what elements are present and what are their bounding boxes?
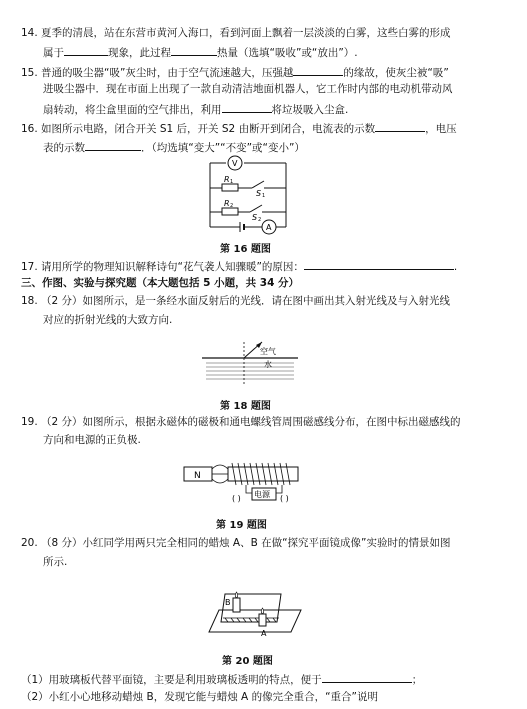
q15-text-b: 的缘故，使灰尘被“吸” (343, 67, 449, 79)
water-label: 水 (264, 360, 272, 369)
polarity-left: ( ) (232, 494, 241, 503)
switch-s1 (252, 181, 264, 188)
q16-text-b: ，电压 (425, 123, 457, 135)
q20-line1: 20. （8 分）小红同学用两只完全相同的蜡烛 A、B 在做“探究平面镜成像”实验时的情景如图 (21, 537, 451, 549)
switch-s2 (250, 205, 262, 212)
q19-caption: 第 19 题图 (216, 520, 267, 531)
q16-text-c: 表的示数 (43, 142, 85, 154)
voltmeter-label: V (232, 159, 238, 168)
q20-sub1-blank[interactable] (322, 672, 412, 683)
q15-line2: 进吸尘器中．现在市面上出现了一款自动清洁地面机器人，它工作时内部的电动机带动风 (43, 83, 453, 95)
q20-figure (195, 574, 305, 640)
r2-sub: 2 (230, 203, 234, 209)
s2-label: S (252, 213, 258, 222)
q16-blank-2[interactable] (85, 140, 141, 151)
candle-a-label: A (261, 629, 267, 638)
q15-text-c: 扇转动，将尘盒里面的空气排出，利用 (43, 104, 222, 116)
q15-text-d: 将垃圾吸入尘盒. (271, 104, 349, 116)
q16-line1 (21, 121, 457, 136)
q20-sub1-end: ； (411, 674, 423, 686)
q20-caption: 第 20 题图 (222, 656, 273, 667)
q15-text-a: 15. 普通的吸尘器“吸”灰尘时，由于空气流速越大，压强越 (21, 67, 294, 79)
q14-blank-1[interactable] (64, 45, 108, 56)
q16-circuit-figure (200, 155, 300, 237)
q16-text-d: ．（均选填“变大”“不变”或“变小”） (141, 142, 305, 154)
s1-sub: 1 (262, 193, 266, 199)
candle-b-label: B (225, 598, 231, 607)
q17-text: 17. 请用所学的物理知识解释诗句“花气袭人知骤暖”的原因： (21, 261, 304, 273)
q14-line2 (43, 45, 358, 60)
q16-caption: 第 16 题图 (220, 244, 271, 255)
section3-title: 三、作图、实验与探究题（本大题包括 5 小题，共 34 分） (21, 277, 300, 289)
ammeter-label: A (266, 223, 272, 232)
q20-sub1-text: （1）用玻璃板代替平面镜，主要是利用玻璃板透明的特点，便于 (21, 674, 322, 686)
q16-text-a: 16. 如图所示电路，闭合开关 S1 后，开关 S2 由断开到闭合，电流表的示数 (21, 123, 376, 135)
table-surface (209, 610, 301, 632)
q20-line2: 所示. (43, 556, 68, 568)
q15-line3 (43, 102, 348, 117)
q15-blank-1[interactable] (293, 65, 343, 76)
q19-line2: 方向和电源的正负极. (43, 434, 141, 446)
q16-line2 (43, 140, 305, 155)
q14-text-b: 现象，此过程 (108, 47, 171, 59)
q14-line1: 14. 夏季的清晨，站在东营市黄河入海口，看到河面上飘着一层淡淡的白雾，这些白雾的形成 (21, 27, 451, 39)
candle-b (233, 598, 240, 612)
r1-sub: 1 (230, 179, 234, 185)
r1-label: R (224, 175, 230, 184)
s2-sub: 2 (258, 217, 262, 223)
q15-line1 (21, 65, 449, 80)
q20-sub2: （2）小红小心地移动蜡烛 B，发现它能与蜡烛 A 的像完全重合，“重合”说明 (21, 691, 378, 703)
q16-blank-1[interactable] (375, 121, 425, 132)
q18-line2: 对应的折射光线的大致方向. (43, 314, 173, 326)
q17-blank[interactable] (304, 259, 454, 270)
q14-text-c: 热量（选填“吸收”或“放出”）. (217, 47, 358, 59)
n-pole-label: N (194, 471, 201, 481)
resistor-r2 (222, 208, 238, 215)
r2-label: R (224, 199, 230, 208)
candle-a (259, 614, 266, 626)
q19-figure (180, 455, 310, 515)
q20-sub1 (21, 672, 422, 687)
q18-line1: 18. （2 分）如图所示，是一条经水面反射后的光线．请在图中画出其入射光线及与入射光线 (21, 295, 451, 307)
resistor-r1 (222, 184, 238, 191)
q18-caption: 第 18 题图 (220, 401, 271, 412)
q14-text-a: 属于 (43, 47, 64, 59)
q14-blank-2[interactable] (171, 45, 217, 56)
power-label: 电源 (254, 490, 270, 499)
q18-figure (200, 338, 300, 388)
q19-line1: 19. （2 分）如图所示，根据永磁体的磁极和通电螺线管周围磁感线分布，在图中标出磁感线的 (21, 416, 461, 428)
s1-label: S (256, 189, 262, 198)
polarity-right: ( ) (280, 494, 289, 503)
air-label: 空气 (260, 347, 276, 356)
q17-line: 17. 请用所学的物理知识解释诗句“花气袭人知骤暖”的原因： . (21, 261, 458, 273)
q15-blank-2[interactable] (222, 102, 272, 113)
